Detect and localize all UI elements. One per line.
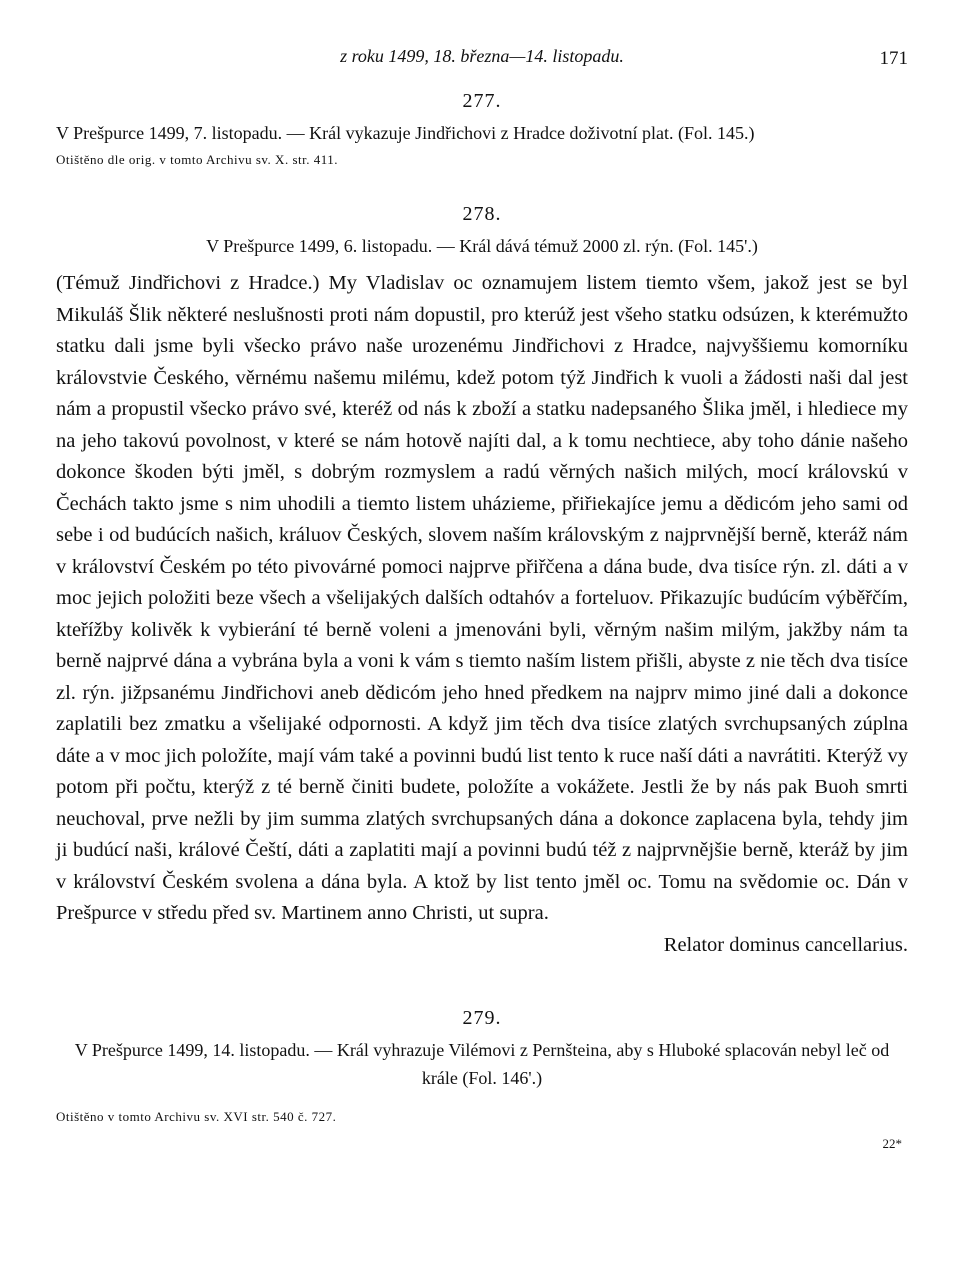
document-body: (Témuž Jindřichovi z Hradce.) My Vladislav oc oznamujem listem tiemto všem, jakož jest se byl Mikuláš Šlik některé neslušnosti proti nám dopustil, pro kterúž jest všeho statku odsúzen, k kterémužto statku dali jsme byli všecko právo naše urozenému Jindřichovi z Hradce, najvyššiemu komorníku královstvie Českého, věrnému našemu milému, kdež potom týž Jindřich k vuoli a žádosti naši dal jest nám a propustil všecko právo své, kteréž od nás k zboží a statku nadepsaného Šlika jměl, i hlediece my na jeho takovú povolnost, v které se nám hotově najíti dal, a k tomu nechtiece, aby toho dánie našeho dokonce škoden býti jměl, s dobrým rozmyslem a radú věrných našich milých, mocí královskú v Čechách takto jsme s nim uhodili a tiemto listem uházieme, přiřiekajíce jemu a dědicóm jeho sami od sebe i od budúcích našich, králuov Českých, slovem naším královským z najprvnější berně, kteráž nám v království Českém po této pivovárné pomoci najprve přiřčena a dána bude, dva tisíce rýn. zl. dáti a v moc jejich položiti beze všech a všelijakých dalších odtahóv a forteluov. Přikazujíc budúcím výběřčím, kteřížby kolivěk k vybierání té berně voleni a jmenováni byli, věrným našim milým, jakžby nám ta berně najprvé dána a vybrána byla a voni k vám s tiemto naším listem přišli, abyste z nie těch dva tisíce zl. rýn. jižpsanému Jindřichovi aneb dědicóm jeho hned předkem na najprv mimo jiné dali a dokonce zaplatili bez zmatku a všelijaké odpornosti. A když jim těch dva tisíce zlatých svrchupsaných zúplna dáte a v moc jich položíte, mají vám také a povinni budú list tento k ruce naší dáti a navrátiti. Kterýž vy potom při počtu, kterýž z té berně činiti budete, položíte a vokážete. Jestli že by nás pak Buoh smrti neuchoval, prve nežli by jim summa zlatých svrchupsaných dána a dokonce zaplacena byla, tehdy jim ji budúcí naši, králové Čeští, dáti a zaplatiti mají a povinni budú též z najprvnějšie berně, kteráž by jim v království Českém svolena a dána byla. A ktož by list tento jměl oc. Tomu na svědomie oc. Dán v Prešpurce v středu před sv. Martinem anno Christi, ut supra. bbox=[56, 272, 908, 924]
document-regest: V Prešpurce 1499, 14. listopadu. — Král vyhrazuje Vilémovi z Pernšteina, aby s Hluboké splacován nebyl leč od krále (Fol. 146'.) bbox=[74, 1040, 890, 1088]
running-head bbox=[56, 38, 908, 78]
document-277 bbox=[56, 90, 908, 171]
document-number: 278. bbox=[462, 203, 502, 225]
relator-line bbox=[56, 930, 908, 962]
running-title: z roku 1499, 18. března—14. listopadu. bbox=[340, 46, 624, 66]
edition-note: Otištěno v tomto Archivu sv. XVI str. 540 č. 727. bbox=[56, 1109, 337, 1124]
document-regest: V Prešpurce 1499, 6. listopadu. — Král dává témuž 2000 zl. rýn. (Fol. 145'.) bbox=[206, 236, 758, 256]
page-number: 171 bbox=[879, 48, 908, 69]
document-number: 277. bbox=[462, 90, 502, 112]
document-number: 279. bbox=[462, 1007, 502, 1029]
document-page bbox=[56, 38, 908, 1151]
document-regest: V Prešpurce 1499, 7. listopadu. — Král vykazuje Jindřichovi z Hradce doživotní plat. (Fol. 145.) bbox=[56, 123, 755, 143]
edition-note: Otištěno dle orig. v tomto Archivu sv. X. str. 411. bbox=[56, 152, 338, 167]
document-278 bbox=[56, 203, 908, 961]
document-279 bbox=[56, 1007, 908, 1151]
relator-note: Relator dominus cancellarius. bbox=[663, 933, 908, 956]
sheet-mark: 22* bbox=[882, 1136, 902, 1151]
